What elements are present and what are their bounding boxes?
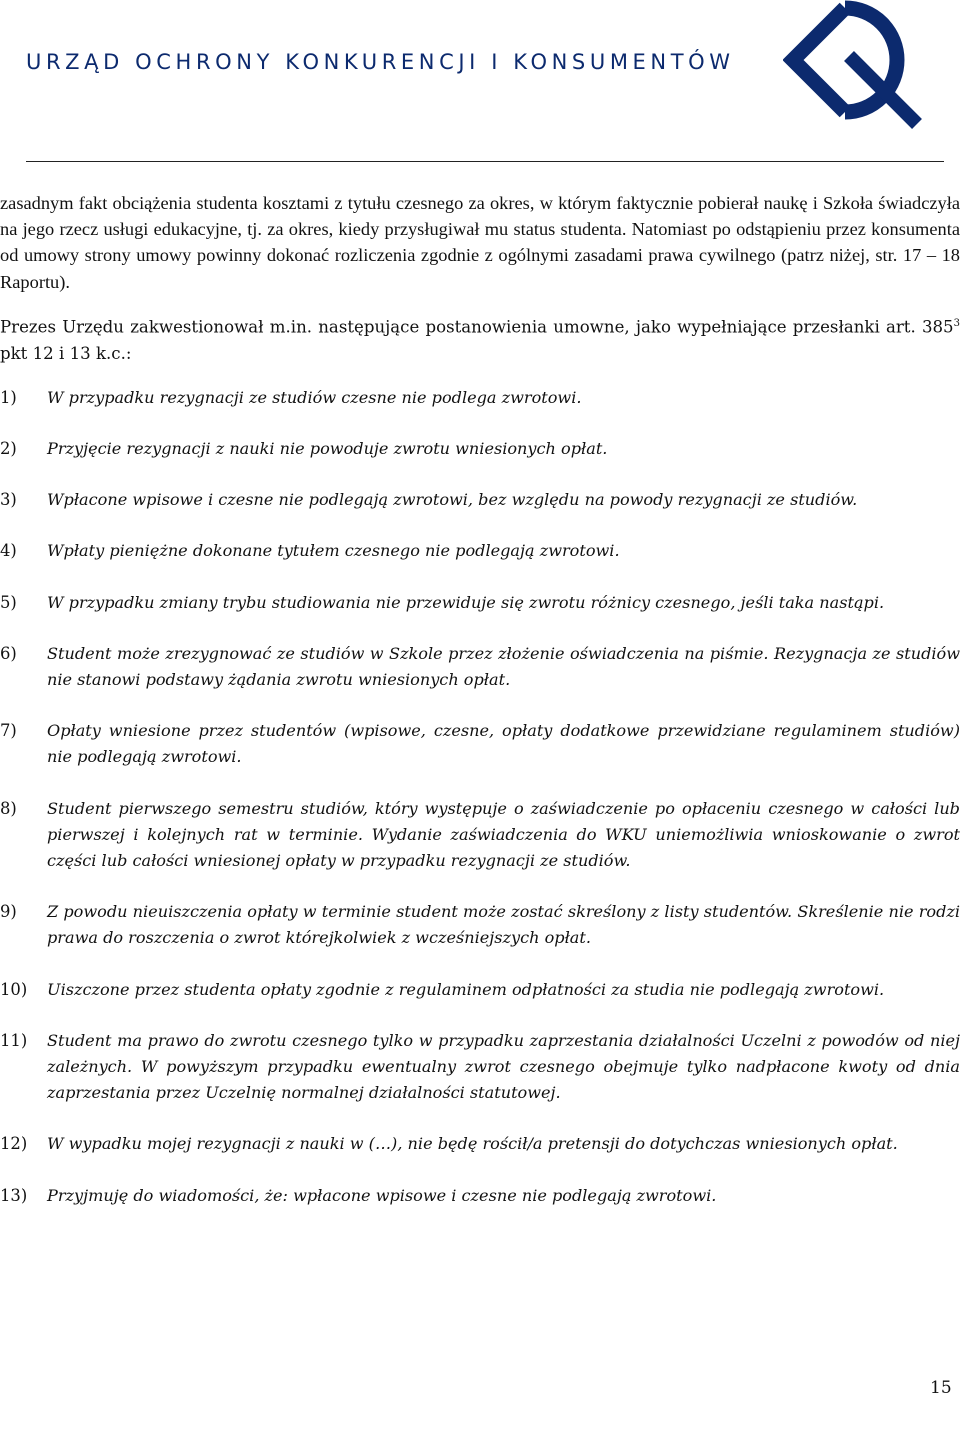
item-number: 4) — [0, 541, 17, 561]
list-item — [0, 641, 960, 693]
list-item — [0, 718, 960, 770]
article-superscript: 3 — [953, 317, 960, 329]
item-text: Student może zrezygnować ze studiów w Szkole przez złożenie oświadczenia na piśmie. Rezygnacja ze studiów nie stanowi podstawy żądania zwrotu wniesionych opłat. — [47, 643, 960, 689]
list-item — [0, 590, 960, 616]
item-text: W wypadku mojej rezygnacji z nauki w (…), nie będę rościł/a pretensji do dotychczas wniesionych opłat. — [47, 1134, 898, 1154]
item-text: Wpłacone wpisowe i czesne nie podlegają zwrotowi, bez względu na powody rezygnacji ze studiów. — [47, 490, 858, 510]
item-number: 13) — [0, 1185, 28, 1205]
list-item — [0, 1131, 960, 1157]
list-item — [0, 538, 960, 564]
header-divider — [26, 161, 944, 162]
list-item — [0, 977, 960, 1003]
list-item — [0, 899, 960, 951]
item-text: Uiszczone przez studenta opłaty zgodnie z regulaminem odpłatności za studia nie podlegają zwrotowi. — [47, 979, 885, 999]
lead-text-end: pkt 12 i 13 k.c.: — [0, 343, 132, 363]
item-number: 1) — [0, 387, 17, 407]
item-number: 11) — [0, 1030, 28, 1050]
item-text: Student ma prawo do zwrotu czesnego tylko w przypadku zaprzestania działalności Uczelni z powodów od niej zależnych. W powyższym przypadku ewentualny zwrot czesnego obejmuje tylko nadpłacone kwoty od dnia zaprzestania przez Uczelnię normalnej działalności statutowej. — [47, 1030, 960, 1103]
paragraph-intro: zasadnym fakt obciążenia studenta kosztami z tytułu czesnego za okres, w którym faktycznie pobierał naukę i Szkoła świadczyła na jego rzecz usługi edukacyjne, tj. za okres, kiedy przysługiwał mu status studenta. Natomiast po odstąpieniu przez konsumenta od umowy strony umowy powinny dokonać rozliczenia zgodnie z ogólnymi zasadami prawa cywilnego (patrz niżej, str. 17 – 18 Raportu). — [0, 193, 960, 292]
list-item — [0, 796, 960, 875]
item-text: W przypadku zmiany trybu studiowania nie przewiduje się zwrotu różnicy czesnego, jeśli taka nastąpi. — [47, 592, 885, 612]
item-number: 9) — [0, 902, 17, 922]
list-item — [0, 436, 960, 462]
list-item — [0, 1183, 960, 1209]
page-number: 15 — [930, 1378, 952, 1398]
item-number: 10) — [0, 979, 28, 999]
item-number: 12) — [0, 1134, 28, 1154]
list-item — [0, 487, 960, 513]
item-text: Opłaty wniesione przez studentów (wpisowe, czesne, opłaty dodatkowe przewidziane regulaminem studiów) nie podlegają zwrotowi. — [47, 721, 960, 767]
lead-text: Prezes Urzędu zakwestionował m.in. następujące postanowienia umowne, jako wypełniające przesłanki art. 385 — [0, 317, 954, 337]
uokik-logo-icon — [783, 0, 923, 132]
item-text: W przypadku rezygnacji ze studiów czesne nie podlega zwrotowi. — [47, 387, 582, 407]
item-text: Przyjmuję do wiadomości, że: wpłacone wpisowe i czesne nie podlegają zwrotowi. — [47, 1185, 717, 1205]
list-item — [0, 385, 960, 411]
item-number: 6) — [0, 643, 17, 663]
list-item — [0, 1028, 960, 1107]
item-number: 2) — [0, 438, 17, 458]
item-text: Student pierwszego semestru studiów, który występuje o zaświadczenie po opłaceniu czesnego w całości lub pierwszej i kolejnych rat w terminie. Wydanie zaświadczenia do WKU uniemożliwia wnioskowanie o zwrot części lub całości wniesionej opłaty w przypadku rezygnacji ze studiów. — [47, 798, 960, 870]
item-number: 5) — [0, 592, 17, 612]
item-number: 8) — [0, 798, 17, 818]
header-title: URZĄD OCHRONY KONKURENCJI I KONSUMENTÓW — [26, 50, 735, 74]
item-text: Z powodu nieuiszczenia opłaty w terminie student może zostać skreślony z listy studentów. Skreślenie nie rodzi prawa do roszczenia o zwrot którejkolwiek z wcześniejszych opłat. — [47, 902, 960, 948]
item-number: 7) — [0, 721, 17, 741]
paragraph-clauses-lead — [0, 311, 960, 367]
document-body — [0, 190, 960, 1234]
clause-list — [0, 385, 960, 1209]
item-text: Wpłaty pieniężne dokonane tytułem czesnego nie podlegają zwrotowi. — [47, 541, 620, 561]
item-text: Przyjęcie rezygnacji z nauki nie powoduje zwrotu wniesionych opłat. — [47, 438, 608, 458]
item-number: 3) — [0, 490, 17, 510]
